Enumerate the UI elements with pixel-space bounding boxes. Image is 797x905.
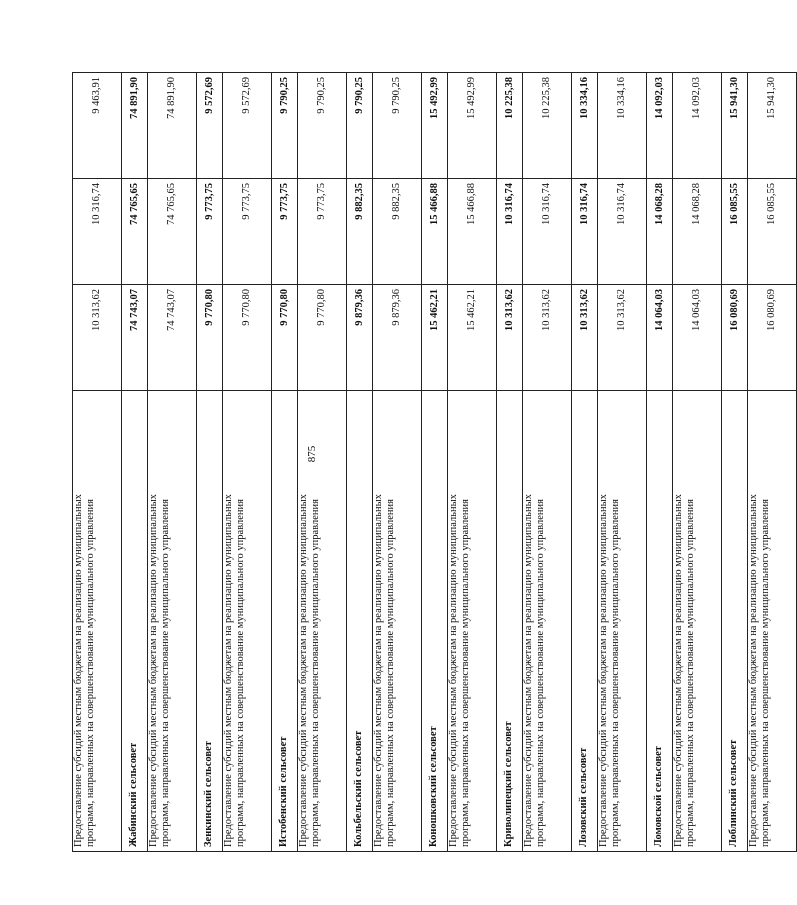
organization-name: Кольбельский сельсовет bbox=[353, 730, 364, 847]
cell-name bbox=[197, 391, 223, 852]
cell-value-3: 9 790,25 bbox=[373, 73, 422, 179]
budget-table-body bbox=[73, 73, 797, 852]
cell-name bbox=[148, 391, 197, 852]
description-line1: Предоставление субсидий местным бюджетам на реализацию муниципальных bbox=[373, 494, 384, 847]
cell-value-3: 10 225,38 bbox=[523, 73, 572, 179]
cell-value-1: 10 313,62 bbox=[523, 285, 572, 391]
description-line1: Предоставление субсидий местным бюджетам на реализацию муниципальных bbox=[748, 494, 759, 847]
page-number: 875 bbox=[306, 445, 318, 463]
description-line1: Предоставление субсидий местным бюджетам на реализацию муниципальных bbox=[673, 494, 684, 847]
cell-value-3: 10 334,16 bbox=[572, 73, 598, 179]
cell-value-3: 74 891,90 bbox=[148, 73, 197, 179]
cell-name bbox=[422, 391, 448, 852]
cell-value-2: 10 316,74 bbox=[497, 179, 523, 285]
table-row-organization bbox=[572, 73, 598, 852]
cell-value-3: 15 941,30 bbox=[748, 73, 797, 179]
cell-value-3: 9 463,91 bbox=[73, 73, 122, 179]
cell-name bbox=[497, 391, 523, 852]
cell-value-2: 74 765,65 bbox=[122, 179, 148, 285]
cell-value-2: 16 085,55 bbox=[722, 179, 748, 285]
cell-value-3: 10 334,16 bbox=[598, 73, 647, 179]
cell-name bbox=[373, 391, 422, 852]
description-line2: программ, направленных на совершенствование муниципального управления bbox=[760, 499, 771, 847]
description-line2: программ, направленных на совершенствование муниципального управления bbox=[385, 499, 396, 847]
description-line1: Предоставление субсидий местным бюджетам на реализацию муниципальных bbox=[298, 494, 309, 847]
table-row-organization bbox=[272, 73, 298, 852]
cell-value-2: 10 316,74 bbox=[572, 179, 598, 285]
cell-value-2: 10 316,74 bbox=[73, 179, 122, 285]
table-row-description bbox=[73, 73, 122, 852]
cell-name bbox=[448, 391, 497, 852]
table-row-organization bbox=[422, 73, 448, 852]
cell-value-3: 15 941,30 bbox=[722, 73, 748, 179]
cell-name bbox=[298, 391, 347, 852]
cell-value-3: 9 790,25 bbox=[298, 73, 347, 179]
organization-name: Криволипецкий сельсовет bbox=[503, 721, 514, 847]
organization-name: Лоблинский сельсовет bbox=[728, 739, 739, 847]
cell-value-3: 9 572,69 bbox=[223, 73, 272, 179]
description-line1: Предоставление субсидий местным бюджетам на реализацию муниципальных bbox=[148, 494, 159, 847]
cell-value-2: 14 068,28 bbox=[647, 179, 673, 285]
description-line2: программ, направленных на совершенствование муниципального управления bbox=[85, 499, 96, 847]
cell-value-2: 9 773,75 bbox=[272, 179, 298, 285]
cell-value-1: 9 879,36 bbox=[347, 285, 373, 391]
organization-name: Истобенский сельсовет bbox=[278, 736, 289, 847]
cell-value-2: 9 773,75 bbox=[197, 179, 223, 285]
cell-name bbox=[673, 391, 722, 852]
description-line2: программ, направленных на совершенствование муниципального управления bbox=[310, 499, 321, 847]
table-row-description bbox=[298, 73, 347, 852]
budget-table-container bbox=[72, 72, 777, 852]
table-row-description bbox=[523, 73, 572, 852]
cell-name bbox=[748, 391, 797, 852]
cell-name bbox=[598, 391, 647, 852]
cell-value-2: 14 068,28 bbox=[673, 179, 722, 285]
table-row-organization bbox=[122, 73, 148, 852]
cell-value-1: 14 064,03 bbox=[647, 285, 673, 391]
description-line2: программ, направленных на совершенствование муниципального управления bbox=[535, 499, 546, 847]
cell-value-2: 10 316,74 bbox=[523, 179, 572, 285]
table-row-description bbox=[673, 73, 722, 852]
cell-name bbox=[122, 391, 148, 852]
description-line1: Предоставление субсидий местным бюджетам на реализацию муниципальных bbox=[73, 494, 84, 847]
description-line2: программ, направленных на совершенствование муниципального управления bbox=[460, 499, 471, 847]
cell-value-1: 10 313,62 bbox=[598, 285, 647, 391]
table-row-description bbox=[598, 73, 647, 852]
cell-value-1: 10 313,62 bbox=[497, 285, 523, 391]
cell-value-1: 74 743,07 bbox=[148, 285, 197, 391]
cell-value-2: 15 466,88 bbox=[422, 179, 448, 285]
description-line1: Предоставление субсидий местным бюджетам на реализацию муниципальных bbox=[448, 494, 459, 847]
organization-name: Коношковский сельсовет bbox=[428, 726, 439, 847]
table-row-organization bbox=[197, 73, 223, 852]
cell-value-1: 15 462,21 bbox=[448, 285, 497, 391]
table-row-description bbox=[373, 73, 422, 852]
cell-value-2: 9 773,75 bbox=[223, 179, 272, 285]
cell-name bbox=[223, 391, 272, 852]
cell-value-2: 15 466,88 bbox=[448, 179, 497, 285]
cell-name bbox=[73, 391, 122, 852]
cell-value-1: 16 080,69 bbox=[748, 285, 797, 391]
cell-value-1: 16 080,69 bbox=[722, 285, 748, 391]
table-row-description bbox=[148, 73, 197, 852]
cell-value-1: 74 743,07 bbox=[122, 285, 148, 391]
cell-value-3: 9 790,25 bbox=[347, 73, 373, 179]
cell-value-3: 74 891,90 bbox=[122, 73, 148, 179]
cell-value-1: 15 462,21 bbox=[422, 285, 448, 391]
table-row-description bbox=[223, 73, 272, 852]
description-line2: программ, направленных на совершенствование муниципального управления bbox=[235, 499, 246, 847]
cell-value-1: 14 064,03 bbox=[673, 285, 722, 391]
description-line2: программ, направленных на совершенствование муниципального управления bbox=[610, 499, 621, 847]
description-line2: программ, направленных на совершенствование муниципального управления bbox=[160, 499, 171, 847]
table-row-description bbox=[448, 73, 497, 852]
table-row-description bbox=[748, 73, 797, 852]
cell-value-2: 16 085,55 bbox=[748, 179, 797, 285]
organization-name: Жабинский сельсовет bbox=[128, 742, 139, 847]
cell-name bbox=[272, 391, 298, 852]
cell-value-2: 9 882,35 bbox=[347, 179, 373, 285]
cell-value-1: 9 770,80 bbox=[197, 285, 223, 391]
cell-name bbox=[347, 391, 373, 852]
cell-value-2: 9 773,75 bbox=[298, 179, 347, 285]
cell-value-3: 15 492,99 bbox=[422, 73, 448, 179]
description-line1: Предоставление субсидий местным бюджетам на реализацию муниципальных bbox=[598, 494, 609, 847]
cell-name bbox=[572, 391, 598, 852]
cell-value-1: 10 313,62 bbox=[73, 285, 122, 391]
cell-value-3: 9 572,69 bbox=[197, 73, 223, 179]
table-row-organization bbox=[647, 73, 673, 852]
budget-table bbox=[72, 72, 797, 852]
description-line1: Предоставление субсидий местным бюджетам на реализацию муниципальных bbox=[523, 494, 534, 847]
cell-name bbox=[523, 391, 572, 852]
cell-value-1: 9 879,36 bbox=[373, 285, 422, 391]
cell-value-2: 10 316,74 bbox=[598, 179, 647, 285]
cell-value-1: 10 313,62 bbox=[572, 285, 598, 391]
cell-name bbox=[722, 391, 748, 852]
organization-name: Ломовской сельсовет bbox=[653, 746, 664, 847]
description-line2: программ, направленных на совершенствование муниципального управления bbox=[685, 499, 696, 847]
cell-value-2: 74 765,65 bbox=[148, 179, 197, 285]
cell-value-3: 9 790,25 bbox=[272, 73, 298, 179]
cell-value-1: 9 770,80 bbox=[272, 285, 298, 391]
description-line1: Предоставление субсидий местным бюджетам на реализацию муниципальных bbox=[223, 494, 234, 847]
table-row-organization bbox=[347, 73, 373, 852]
cell-value-3: 14 092,03 bbox=[673, 73, 722, 179]
cell-value-1: 9 770,80 bbox=[298, 285, 347, 391]
organization-name: Лозовский сельсовет bbox=[578, 747, 589, 847]
table-row-organization bbox=[497, 73, 523, 852]
organization-name: Зенкинский сельсовет bbox=[203, 741, 214, 847]
cell-value-2: 9 882,35 bbox=[373, 179, 422, 285]
cell-value-3: 14 092,03 bbox=[647, 73, 673, 179]
cell-value-3: 10 225,38 bbox=[497, 73, 523, 179]
cell-value-1: 9 770,80 bbox=[223, 285, 272, 391]
cell-name bbox=[647, 391, 673, 852]
table-row-organization bbox=[722, 73, 748, 852]
cell-value-3: 15 492,99 bbox=[448, 73, 497, 179]
